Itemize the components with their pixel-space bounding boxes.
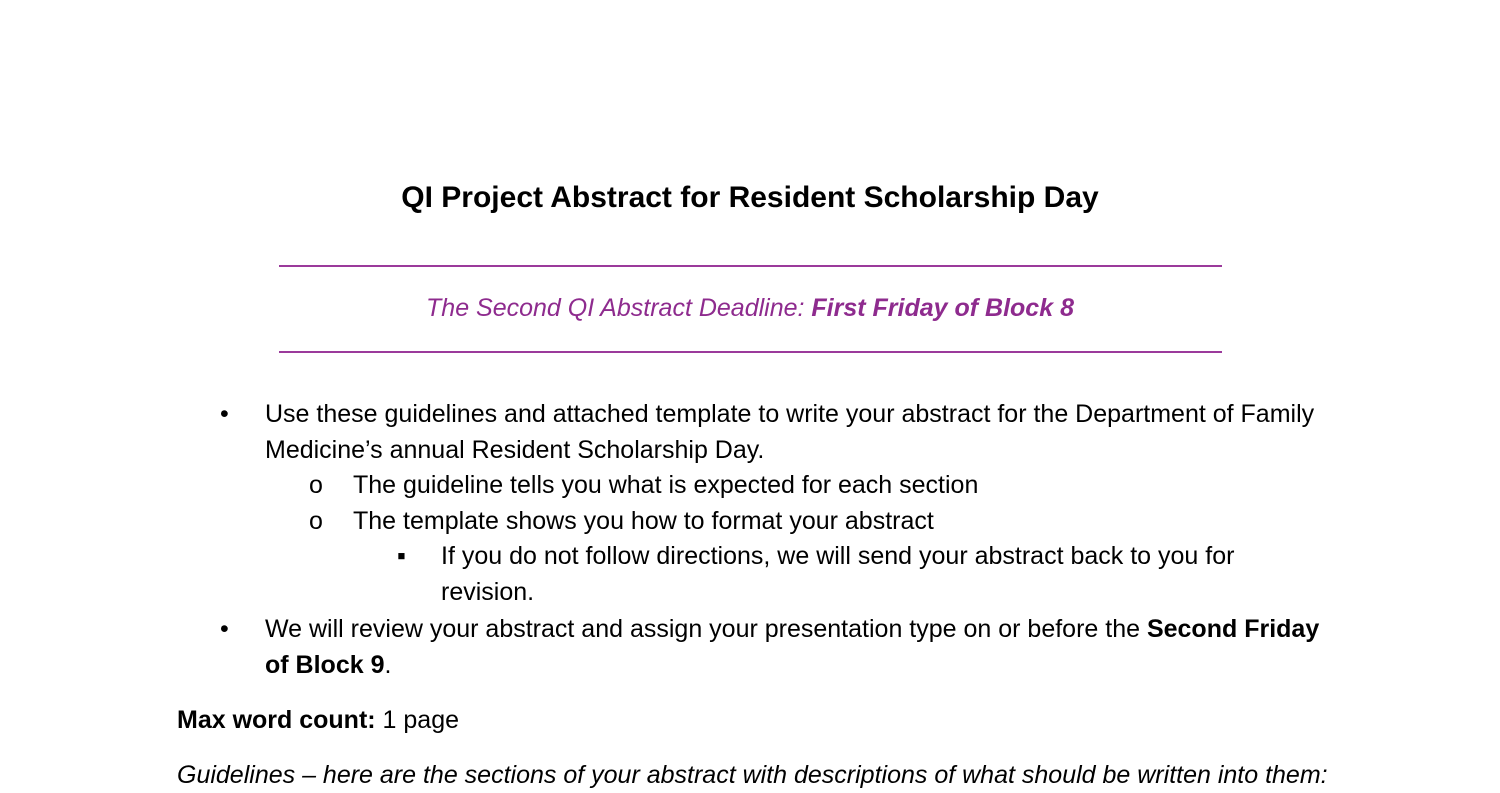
bullet-disc-marker: • — [220, 615, 229, 643]
list-item-guideline-expectation: The guideline tells you what is expected for each section — [353, 471, 979, 499]
bullet-circle-marker: o — [309, 471, 323, 499]
list-item-directions-warning: If you do not follow directions, we will send your abstract back to you for revision. — [441, 542, 1235, 606]
max-word-count — [177, 702, 459, 738]
bullet-disc-marker: • — [220, 400, 229, 428]
review-deadline: Second Friday of Block 9 — [265, 615, 1320, 679]
list-item-guidelines: Use these guidelines and attached template to write your abstract for the Department of Family Medicine’s annual Resident Scholarship Day. — [265, 400, 1315, 464]
deadline-prefix: The Second QI Abstract Deadline: — [426, 294, 812, 322]
max-word-value: 1 page — [375, 706, 460, 734]
review-end: . — [384, 650, 392, 679]
bullet-circle-marker: o — [309, 507, 323, 535]
max-word-label: Max word count: — [177, 706, 376, 734]
divider-top — [279, 265, 1222, 267]
bullet-square-marker: ▪ — [397, 542, 406, 570]
review-text: We will review your abstract and assign your presentation type on or before the — [265, 615, 1147, 643]
list-item-review — [265, 612, 1325, 683]
list-item-template-format: The template shows you how to format your abstract — [353, 507, 934, 535]
deadline-line — [0, 290, 1500, 326]
guidelines-intro: Guidelines – here are the sections of your abstract with descriptions of what should be written into them: — [177, 761, 1328, 789]
divider-bottom — [279, 351, 1222, 353]
document-title: QI Project Abstract for Resident Scholarship Day — [401, 181, 1099, 214]
deadline-date: First Friday of Block 8 — [811, 294, 1074, 322]
